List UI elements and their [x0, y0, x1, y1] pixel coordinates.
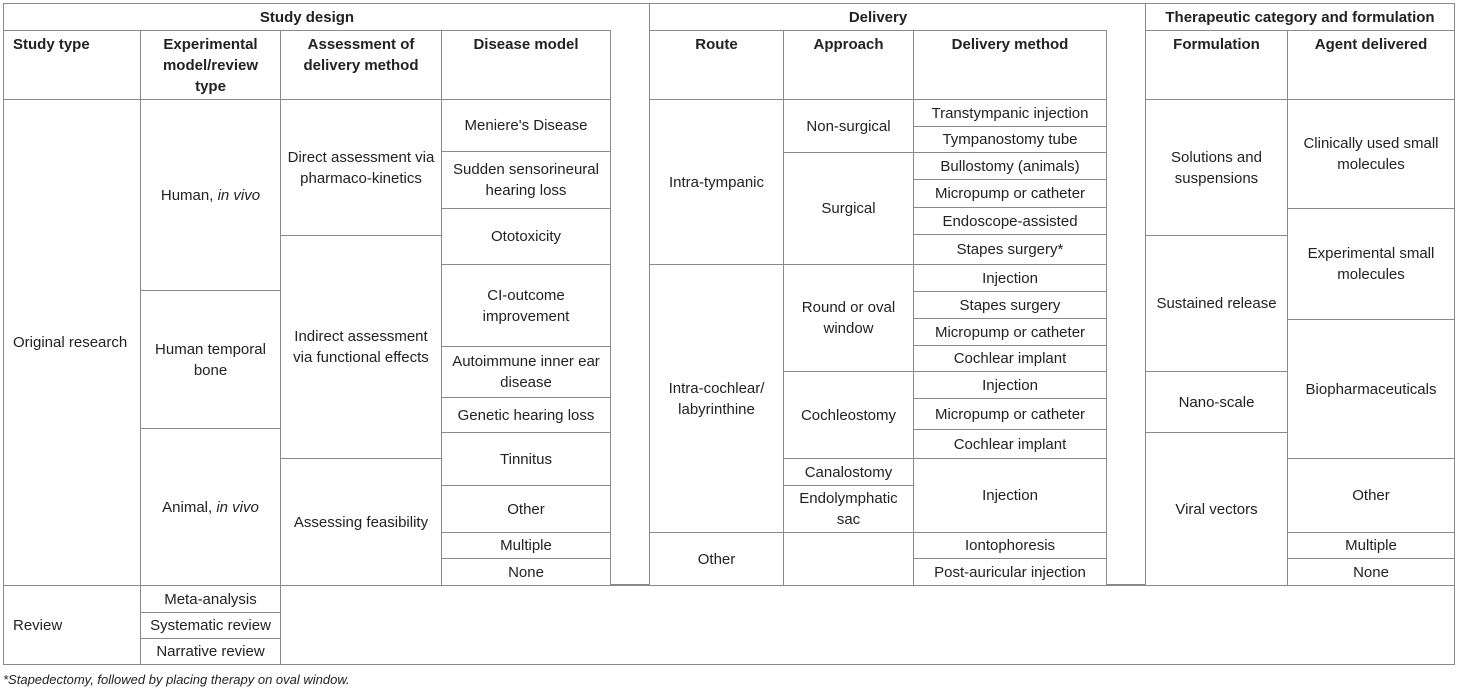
route-intra-tympanic: Intra-tympanic: [649, 99, 784, 265]
col-experimental-model: Experimental model/review type: [140, 30, 281, 100]
method-transtympanic: Transtympanic injection: [913, 99, 1107, 127]
disease-menieres: Meniere's Disease: [441, 99, 611, 152]
assessment-indirect: Indirect assessment via functional effects: [280, 235, 442, 459]
approach-cochleostomy: Cochleostomy: [783, 371, 914, 459]
method-tympanostomy: Tympanostomy tube: [913, 126, 1107, 153]
model-human-temporal-bone: Human temporal bone: [140, 290, 281, 429]
col-assessment: Assessment of delivery method: [280, 30, 442, 100]
route-other: Other: [649, 532, 784, 586]
assessment-direct: Direct assessment via pharmaco-kinetics: [280, 99, 442, 236]
route-intra-cochlear: Intra-cochlear/ labyrinthine: [649, 264, 784, 533]
method-iontophoresis: Iontophoresis: [913, 532, 1107, 559]
review-meta-analysis: Meta-analysis: [140, 585, 281, 613]
column-gap: [610, 3, 650, 585]
agent-experimental: Experimental small molecules: [1287, 208, 1455, 320]
col-approach: Approach: [783, 30, 914, 100]
model-animal-in-vivo: Animal, in vivo: [140, 428, 281, 586]
review-systematic: Systematic review: [140, 612, 281, 639]
model-human-in-vivo: Human, in vivo: [140, 99, 281, 291]
formulation-sustained: Sustained release: [1145, 235, 1288, 372]
assessment-feasibility: Assessing feasibility: [280, 458, 442, 586]
method-stapes-star: Stapes surgery*: [913, 234, 1107, 265]
disease-ci-outcome: CI-outcome improvement: [441, 264, 611, 347]
study-type-original-research: Original research: [3, 99, 141, 586]
study-type-review: Review: [3, 585, 141, 665]
approach-non-surgical: Non-surgical: [783, 99, 914, 153]
agent-other: Other: [1287, 458, 1455, 533]
formulation-viral: Viral vectors: [1145, 432, 1288, 586]
approach-empty: [783, 532, 914, 586]
disease-genetic: Genetic hearing loss: [441, 397, 611, 433]
method-micropump-1: Micropump or catheter: [913, 179, 1107, 208]
header-study-design: Study design: [3, 3, 611, 31]
method-injection-1: Injection: [913, 264, 1107, 292]
method-micropump-3: Micropump or catheter: [913, 398, 1107, 430]
approach-round-oval: Round or oval window: [783, 264, 914, 372]
method-stapes: Stapes surgery: [913, 291, 1107, 319]
disease-autoimmune: Autoimmune inner ear disease: [441, 346, 611, 398]
agent-biopharma: Biopharmaceuticals: [1287, 319, 1455, 459]
col-route: Route: [649, 30, 784, 100]
review-narrative: Narrative review: [140, 638, 281, 665]
method-endoscope: Endoscope-assisted: [913, 207, 1107, 235]
approach-surgical: Surgical: [783, 152, 914, 265]
col-study-type: Study type: [3, 30, 141, 100]
header-therapeutic: Therapeutic category and formulation: [1145, 3, 1455, 31]
approach-canalostomy: Canalostomy: [783, 458, 914, 486]
review-empty-area: [280, 585, 1455, 665]
formulation-solutions: Solutions and suspensions: [1145, 99, 1288, 236]
footnote: *Stapedectomy, followed by placing therapy on oval window.: [3, 672, 350, 687]
agent-none: None: [1287, 558, 1455, 586]
header-delivery: Delivery: [649, 3, 1107, 31]
method-injection-3: Injection: [913, 458, 1107, 533]
approach-endolymphatic: Endolymphatic sac: [783, 485, 914, 533]
disease-sudden-sensorineural: Sudden sensorineural hearing loss: [441, 151, 611, 209]
disease-none: None: [441, 558, 611, 586]
method-cochlear-implant-1: Cochlear implant: [913, 345, 1107, 372]
col-formulation: Formulation: [1145, 30, 1288, 100]
agent-multiple: Multiple: [1287, 532, 1455, 559]
agent-clinical: Clinically used small molecules: [1287, 99, 1455, 209]
formulation-nano: Nano-scale: [1145, 371, 1288, 433]
method-injection-2: Injection: [913, 371, 1107, 399]
col-disease-model: Disease model: [441, 30, 611, 100]
method-bullostomy: Bullostomy (animals): [913, 152, 1107, 180]
method-micropump-2: Micropump or catheter: [913, 318, 1107, 346]
method-cochlear-implant-2: Cochlear implant: [913, 429, 1107, 459]
disease-tinnitus: Tinnitus: [441, 432, 611, 486]
col-agent-delivered: Agent delivered: [1287, 30, 1455, 100]
disease-other: Other: [441, 485, 611, 533]
column-gap: [1106, 3, 1146, 585]
disease-multiple: Multiple: [441, 532, 611, 559]
method-post-auricular: Post-auricular injection: [913, 558, 1107, 586]
disease-ototoxicity: Ototoxicity: [441, 208, 611, 265]
col-delivery-method: Delivery method: [913, 30, 1107, 100]
